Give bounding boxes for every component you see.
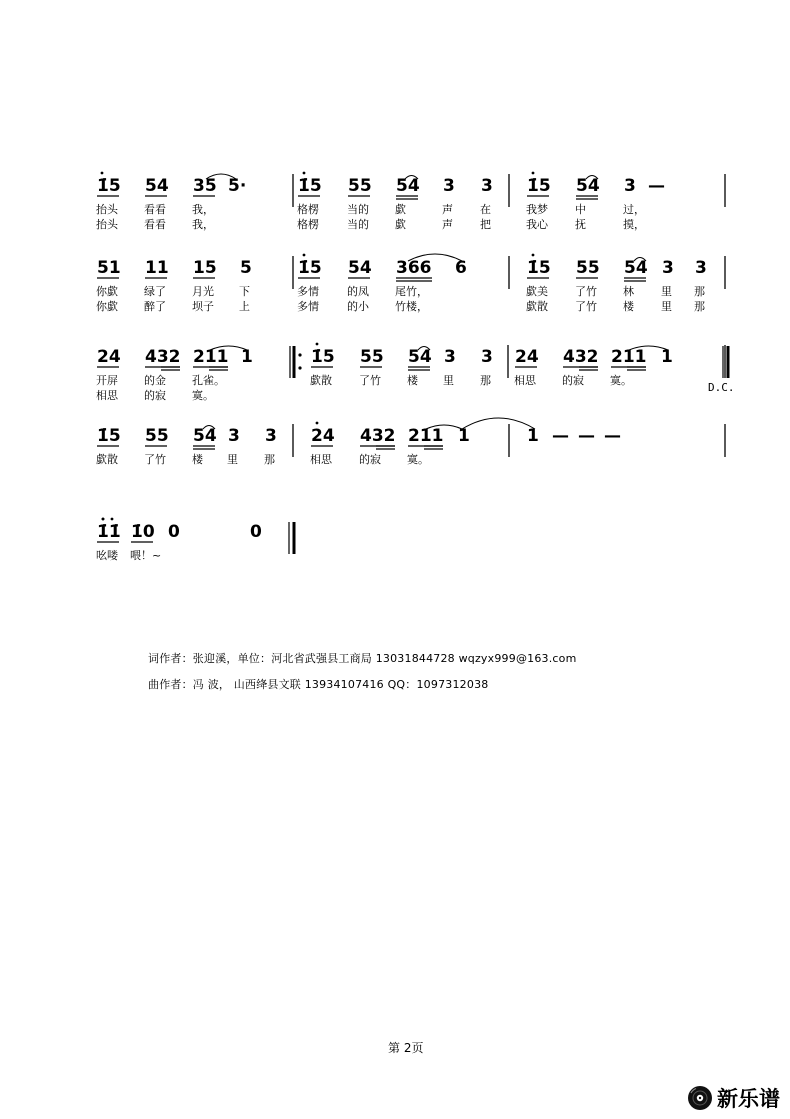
lyric-verse-2: 里	[661, 300, 672, 313]
note: 0	[168, 522, 180, 542]
note: —	[604, 426, 621, 446]
note: 1	[241, 347, 253, 367]
lyric-verse-1: 过，	[623, 203, 645, 216]
note: 54	[193, 426, 217, 446]
note: 1̇0	[131, 522, 155, 542]
note: 5·	[228, 176, 247, 196]
repeat-dot	[298, 353, 301, 356]
note: 24	[515, 347, 539, 367]
note: 55	[145, 426, 169, 446]
lyric-verse-1: 歔	[395, 203, 406, 216]
lyric-verse-1: 孔雀。	[192, 374, 225, 387]
note: —	[552, 426, 569, 446]
lyric-verse-2: 上	[239, 300, 250, 313]
lyric-verse-1: 歔美	[526, 285, 548, 298]
note: 3	[624, 176, 636, 196]
note: 3	[228, 426, 240, 446]
lyric-verse-2: 坝子	[192, 300, 214, 313]
lyric-verse-1: 在	[480, 203, 491, 216]
composer-credit: 曲作者：冯 波， 山西绛县文联 13934107416 QQ：1097312038	[148, 678, 489, 691]
lyric-verse-2: 寞。	[192, 389, 214, 402]
lyric-verse-1: 的凤	[347, 285, 369, 298]
lyric-verse-1: 林	[623, 285, 634, 298]
note: 1̇5	[298, 258, 322, 278]
lyric-verse-2: 歔	[395, 218, 406, 231]
lyric-verse-2: 抚	[575, 218, 586, 231]
lyric-verse-1: 歔散	[310, 374, 332, 387]
lyric-verse-1: 里	[661, 285, 672, 298]
lyric-verse-1: 相思	[310, 453, 332, 466]
lyric-verse-1: 的寂	[562, 374, 584, 387]
note: 3	[481, 347, 493, 367]
note: 51	[97, 258, 121, 278]
note: 1̇5	[311, 347, 335, 367]
note: 5	[240, 258, 252, 278]
lyric-verse-1: 尾竹，	[395, 285, 428, 298]
octave-dot	[303, 172, 306, 175]
note: 1̇5	[527, 176, 551, 196]
lyric-verse-1: 抬头	[96, 203, 118, 216]
note: 432	[145, 347, 181, 367]
lyric-verse-1: 我，	[192, 203, 214, 216]
note: 24	[97, 347, 121, 367]
lyric-verse-1: 了竹	[575, 285, 597, 298]
lyric-verse-1: 相思	[514, 374, 536, 387]
lyric-verse-2: 摸，	[623, 218, 645, 231]
note: 55	[576, 258, 600, 278]
note: 55	[360, 347, 384, 367]
lyric-verse-1: 格楞	[297, 203, 319, 216]
note: 3	[444, 347, 456, 367]
lyric-verse-2: 格楞	[297, 218, 319, 231]
note: —	[578, 426, 595, 446]
note: 432	[360, 426, 396, 446]
note: —	[648, 176, 665, 196]
note: 54	[145, 176, 169, 196]
note: 1̇1̇	[97, 522, 121, 542]
note: 54	[576, 176, 600, 196]
lyric-verse-1: 里	[227, 453, 238, 466]
note: 35	[193, 176, 217, 196]
note: 3	[443, 176, 455, 196]
octave-dot	[102, 518, 105, 521]
lyric-verse-1: 的金	[144, 374, 166, 387]
lyric-verse-1: 中	[575, 203, 586, 216]
lyric-verse-2: 了竹	[575, 300, 597, 313]
lyric-verse-1: 开屏	[96, 374, 118, 387]
page-number: 第 2页	[388, 1041, 424, 1055]
note: 11	[145, 258, 169, 278]
octave-dot	[532, 254, 535, 257]
note: 3	[662, 258, 674, 278]
lyric-verse-1: 绿了	[144, 285, 166, 298]
site-logo	[687, 1083, 780, 1113]
lyric-verse-1: 的寂	[359, 453, 381, 466]
note: 1	[458, 426, 470, 446]
lyric-verse-1: 那	[480, 374, 491, 387]
lyric-verse-2: 竹楼，	[395, 300, 428, 313]
lyric-verse-2: 歔散	[526, 300, 548, 313]
lyric-verse-2: 看看	[144, 218, 166, 231]
note: 55	[348, 176, 372, 196]
octave-dot	[316, 422, 319, 425]
lyric-verse-2: 的小	[347, 300, 369, 313]
octave-dot	[316, 343, 319, 346]
note: 3	[265, 426, 277, 446]
lyric-verse-1: 那	[694, 285, 705, 298]
note: 54	[624, 258, 648, 278]
note: 211	[611, 347, 647, 367]
slur	[462, 418, 535, 429]
note: 211	[408, 426, 444, 446]
note: 1̇5	[298, 176, 322, 196]
lyric-verse-2: 的寂	[144, 389, 166, 402]
note: 211	[193, 347, 229, 367]
note: 15	[193, 258, 217, 278]
lyric-verse-1: 寞。	[407, 453, 429, 466]
lyric-verse-2: 你歔	[96, 300, 118, 313]
lyric-verse-1: 当的	[347, 203, 369, 216]
lyric-verse-2: 那	[694, 300, 705, 313]
lyric-verse-2: 把	[480, 218, 491, 231]
note: 54	[348, 258, 372, 278]
note: 432	[563, 347, 599, 367]
dc-mark: D.C.	[708, 381, 735, 394]
note: 1	[661, 347, 673, 367]
lyric-verse-2: 相思	[96, 389, 118, 402]
lyric-verse-1: 看看	[144, 203, 166, 216]
note: 24	[311, 426, 335, 446]
lyric-verse-1: 里	[443, 374, 454, 387]
note: 1̇5	[527, 258, 551, 278]
lyric-verse-2: 声	[442, 218, 453, 231]
lyric-verse-2: 楼	[623, 300, 634, 313]
note: 1	[527, 426, 539, 446]
note: 3	[481, 176, 493, 196]
note: 1̇5	[97, 176, 121, 196]
lyric-verse-1: 那	[264, 453, 275, 466]
lyric-verse-1: 声	[442, 203, 453, 216]
octave-dot	[532, 172, 535, 175]
note: 0	[250, 522, 262, 542]
site-logo-text: 新乐谱	[717, 1087, 780, 1111]
repeat-dot	[298, 366, 301, 369]
lyric-verse-2: 多情	[297, 300, 319, 313]
lyric-verse-2: 我心	[526, 218, 548, 231]
lyric-verse-1: 寞。	[610, 374, 632, 387]
lyric-verse-2: 抬头	[96, 218, 118, 231]
note: 54	[396, 176, 420, 196]
lyric-verse-1: 我梦	[526, 203, 548, 216]
lyric-verse-2: 醉了	[144, 300, 166, 313]
lyric-verse-1: 你歔	[96, 285, 118, 298]
note: 1̇5	[97, 426, 121, 446]
note: 54	[408, 347, 432, 367]
lyric-verse-1: 喂！~	[130, 549, 162, 562]
lyric-verse-1: 月光	[192, 285, 214, 298]
lyric-verse-1: 楼	[407, 374, 418, 387]
note: 3	[695, 258, 707, 278]
record-disc-icon	[687, 1085, 713, 1111]
lyric-verse-1: 下	[239, 285, 250, 298]
lyric-verse-1: 多情	[297, 285, 319, 298]
lyric-verse-1: 吆喽	[96, 549, 118, 562]
lyric-verse-1: 楼	[192, 453, 203, 466]
octave-dot	[303, 254, 306, 257]
note: 6	[455, 258, 467, 278]
lyric-verse-1: 了竹	[144, 453, 166, 466]
lyric-verse-1: 歔散	[96, 453, 118, 466]
lyric-verse-2: 当的	[347, 218, 369, 231]
note: 366	[396, 258, 432, 278]
octave-dot	[101, 172, 104, 175]
octave-dot	[111, 518, 114, 521]
lyric-verse-1: 了竹	[359, 374, 381, 387]
lyric-verse-2: 我，	[192, 218, 214, 231]
lyricist-credit: 词作者：张迎溪，单位：河北省武强县工商局 13031844728 wqzyx999@163.com	[148, 652, 577, 665]
